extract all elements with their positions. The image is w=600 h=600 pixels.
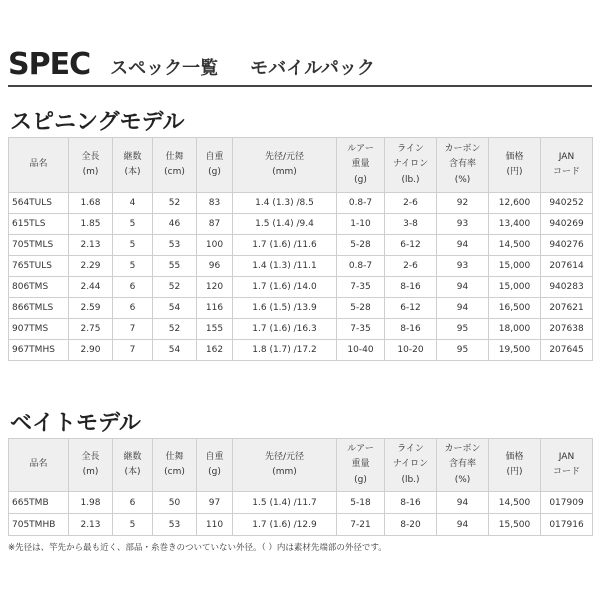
table-cell: 1.98 — [69, 492, 113, 514]
table-header-row — [9, 138, 593, 193]
column-header-line: (円) — [506, 167, 523, 177]
table-cell: 6 — [113, 492, 153, 514]
column-header-line: (mm) — [272, 167, 297, 177]
table-cell: 93 — [437, 256, 489, 277]
table-cell: 16,500 — [489, 298, 541, 319]
table-cell: 7-35 — [337, 277, 385, 298]
table-cell: 10-20 — [385, 340, 437, 361]
column-header-line: 先径/元径 — [264, 451, 305, 462]
column-header-line: (%) — [454, 474, 471, 485]
table-cell: 2.59 — [69, 298, 113, 319]
table-cell: 1.6 (1.5) /13.9 — [233, 298, 337, 319]
table-cell: 207614 — [541, 256, 593, 277]
model-name-cell: 615TLS — [9, 214, 69, 235]
bait-spec-table — [8, 438, 593, 536]
column-header — [489, 439, 541, 492]
column-header — [233, 439, 337, 492]
column-header-line: (g) — [208, 467, 221, 477]
column-header-line: 自重 — [205, 151, 224, 162]
column-header-line: (円) — [506, 467, 523, 477]
table-cell: 1.85 — [69, 214, 113, 235]
table-cell: 14,500 — [489, 235, 541, 256]
table-cell: 52 — [153, 277, 197, 298]
table-row — [9, 214, 593, 235]
table-cell: 50 — [153, 492, 197, 514]
table-cell: 93 — [437, 214, 489, 235]
column-header — [197, 138, 233, 193]
column-header — [541, 138, 593, 193]
page-header — [8, 40, 375, 80]
column-header-line: (cm) — [164, 167, 185, 177]
model-name-cell: 967TMHS — [9, 340, 69, 361]
table-cell: 96 — [197, 256, 233, 277]
table-cell: 2.13 — [69, 235, 113, 256]
table-row — [9, 256, 593, 277]
table-cell: 13,400 — [489, 214, 541, 235]
table-cell: 6-12 — [385, 298, 437, 319]
table-cell: 1.7 (1.6) /12.9 — [233, 514, 337, 536]
column-header-line: 品名 — [29, 459, 48, 470]
column-header-line: カーボン — [444, 144, 481, 155]
table-cell: 95 — [437, 319, 489, 340]
spec-title: SPEC — [8, 47, 91, 82]
table-cell: 55 — [153, 256, 197, 277]
table-cell: 207645 — [541, 340, 593, 361]
table-cell: 1.8 (1.7) /17.2 — [233, 340, 337, 361]
column-header — [541, 439, 593, 492]
column-header-line: (g) — [208, 167, 221, 177]
table-cell: 8-16 — [385, 277, 437, 298]
column-header-line: (m) — [82, 167, 99, 177]
table-cell: 940276 — [541, 235, 593, 256]
table-cell: 2.29 — [69, 256, 113, 277]
table-row — [9, 340, 593, 361]
table-row — [9, 514, 593, 536]
table-header-row — [9, 439, 593, 492]
column-header-line: ナイロン — [392, 459, 429, 470]
column-header — [437, 439, 489, 492]
table-cell: 19,500 — [489, 340, 541, 361]
table-cell: 8-20 — [385, 514, 437, 536]
table-cell: 2.13 — [69, 514, 113, 536]
column-header-line: カーボン — [444, 444, 481, 455]
table-cell: 18,000 — [489, 319, 541, 340]
table-row — [9, 193, 593, 214]
column-header-line: (g) — [354, 174, 367, 185]
table-cell: 7-21 — [337, 514, 385, 536]
table-cell: 94 — [437, 492, 489, 514]
column-header-line: 全長 — [81, 151, 100, 162]
model-name-cell: 806TMS — [9, 277, 69, 298]
table-cell: 7-35 — [337, 319, 385, 340]
table-row — [9, 319, 593, 340]
table-row — [9, 277, 593, 298]
table-cell: 15,000 — [489, 256, 541, 277]
table-cell: 6 — [113, 277, 153, 298]
column-header-line: 品名 — [29, 159, 48, 170]
series-name: モバイルパック — [250, 58, 375, 79]
column-header-line: 先径/元径 — [264, 151, 305, 162]
table-cell: 1.4 (1.3) /8.5 — [233, 193, 337, 214]
table-cell: 207621 — [541, 298, 593, 319]
column-header-line: 仕舞 — [165, 451, 184, 462]
table-cell: 97 — [197, 492, 233, 514]
table-cell: 15,500 — [489, 514, 541, 536]
bait-section-title: ベイトモデル — [10, 411, 141, 436]
table-cell: 017909 — [541, 492, 593, 514]
table-cell: 5-28 — [337, 235, 385, 256]
model-name-cell: 705TMHB — [9, 514, 69, 536]
spec-subtitle: スペック一覧 — [110, 58, 219, 79]
model-name-cell: 564TULS — [9, 193, 69, 214]
table-cell: 12,600 — [489, 193, 541, 214]
table-cell: 120 — [197, 277, 233, 298]
column-header — [489, 138, 541, 193]
column-header-line: 含有率 — [448, 159, 476, 170]
column-header — [385, 138, 437, 193]
column-header-line: (m) — [82, 467, 99, 477]
table-cell: 1.7 (1.6) /16.3 — [233, 319, 337, 340]
model-name-cell: 907TMS — [9, 319, 69, 340]
column-header — [69, 439, 113, 492]
table-cell: 83 — [197, 193, 233, 214]
column-header-line: JAN — [558, 451, 575, 462]
table-cell: 162 — [197, 340, 233, 361]
column-header-line: (%) — [454, 174, 471, 185]
table-cell: 1-10 — [337, 214, 385, 235]
table-cell: 1.7 (1.6) /14.0 — [233, 277, 337, 298]
table-cell: 5 — [113, 256, 153, 277]
table-cell: 0.8-7 — [337, 256, 385, 277]
column-header — [197, 439, 233, 492]
table-cell: 14,500 — [489, 492, 541, 514]
table-cell: 1.4 (1.3) /11.1 — [233, 256, 337, 277]
column-header — [153, 439, 197, 492]
table-cell: 940283 — [541, 277, 593, 298]
table-cell: 52 — [153, 193, 197, 214]
column-header-line: ライン — [397, 444, 424, 455]
table-cell: 5 — [113, 214, 153, 235]
column-header-line: (本) — [124, 467, 141, 477]
spinning-spec-table — [8, 137, 593, 361]
table-cell: 5 — [113, 514, 153, 536]
table-cell: 87 — [197, 214, 233, 235]
table-cell: 155 — [197, 319, 233, 340]
table-cell: 94 — [437, 277, 489, 298]
column-header — [337, 138, 385, 193]
table-cell: 53 — [153, 514, 197, 536]
table-row — [9, 298, 593, 319]
table-cell: 6 — [113, 298, 153, 319]
table-row — [9, 235, 593, 256]
column-header-line: ライン — [397, 144, 424, 155]
column-header-line: (mm) — [272, 467, 297, 477]
table-cell: 6-12 — [385, 235, 437, 256]
table-cell: 116 — [197, 298, 233, 319]
column-header-line: 継数 — [123, 151, 142, 162]
column-header-line: 重量 — [351, 159, 370, 170]
table-cell: 15,000 — [489, 277, 541, 298]
table-cell: 7 — [113, 319, 153, 340]
table-cell: 10-40 — [337, 340, 385, 361]
table-cell: 54 — [153, 340, 197, 361]
column-header — [337, 439, 385, 492]
column-header-line: ルアー — [347, 444, 374, 455]
model-name-cell: 866TMLS — [9, 298, 69, 319]
model-name-cell: 705TMLS — [9, 235, 69, 256]
column-header — [233, 138, 337, 193]
table-cell: 2.90 — [69, 340, 113, 361]
column-header — [437, 138, 489, 193]
spinning-section-title: スピニングモデル — [10, 110, 185, 135]
column-header — [113, 439, 153, 492]
column-header-line: (g) — [354, 474, 367, 485]
column-header-line: (lb.) — [401, 174, 420, 185]
column-header — [9, 439, 69, 492]
table-cell: 017916 — [541, 514, 593, 536]
table-cell: 8-16 — [385, 492, 437, 514]
table-cell: 940252 — [541, 193, 593, 214]
table-cell: 2-6 — [385, 193, 437, 214]
table-cell: 3-8 — [385, 214, 437, 235]
model-name-cell: 765TULS — [9, 256, 69, 277]
table-cell: 52 — [153, 319, 197, 340]
column-header — [69, 138, 113, 193]
table-cell: 94 — [437, 235, 489, 256]
column-header-line: 価格 — [505, 151, 524, 162]
column-header-line: (本) — [124, 167, 141, 177]
column-header — [113, 138, 153, 193]
column-header-line: 自重 — [205, 451, 224, 462]
table-row — [9, 492, 593, 514]
table-cell: 2.44 — [69, 277, 113, 298]
column-header — [9, 138, 69, 193]
column-header-line: (lb.) — [401, 474, 420, 485]
table-cell: 1.5 (1.4) /11.7 — [233, 492, 337, 514]
column-header — [153, 138, 197, 193]
column-header-line: 含有率 — [448, 459, 476, 470]
column-header — [385, 439, 437, 492]
table-cell: 5-18 — [337, 492, 385, 514]
table-cell: 92 — [437, 193, 489, 214]
table-cell: 53 — [153, 235, 197, 256]
table-cell: 2-6 — [385, 256, 437, 277]
table-cell: 0.8-7 — [337, 193, 385, 214]
table-cell: 207638 — [541, 319, 593, 340]
table-cell: 1.68 — [69, 193, 113, 214]
table-cell: 2.75 — [69, 319, 113, 340]
footnote: ※先径は、竿先から最も近く、部品・糸巻きのついていない外径。（ ）内は素材先端部の外径です。 — [8, 543, 387, 553]
table-cell: 100 — [197, 235, 233, 256]
column-header-line: ナイロン — [392, 159, 429, 170]
column-header-line: コード — [552, 467, 580, 477]
column-header-line: 価格 — [505, 451, 524, 462]
table-cell: 940269 — [541, 214, 593, 235]
column-header-line: 全長 — [81, 451, 100, 462]
table-cell: 94 — [437, 298, 489, 319]
table-cell: 1.7 (1.6) /11.6 — [233, 235, 337, 256]
table-cell: 7 — [113, 340, 153, 361]
table-cell: 5-28 — [337, 298, 385, 319]
column-header-line: 継数 — [123, 451, 142, 462]
column-header-line: 重量 — [351, 459, 370, 470]
model-name-cell: 665TMB — [9, 492, 69, 514]
table-cell: 5 — [113, 235, 153, 256]
column-header-line: コード — [552, 167, 580, 177]
column-header-line: JAN — [558, 151, 575, 162]
table-cell: 54 — [153, 298, 197, 319]
table-cell: 1.5 (1.4) /9.4 — [233, 214, 337, 235]
table-cell: 95 — [437, 340, 489, 361]
column-header-line: ルアー — [347, 144, 374, 155]
header-rule — [8, 85, 592, 87]
table-cell: 8-16 — [385, 319, 437, 340]
table-cell: 4 — [113, 193, 153, 214]
table-cell: 110 — [197, 514, 233, 536]
table-cell: 46 — [153, 214, 197, 235]
column-header-line: (cm) — [164, 467, 185, 477]
column-header-line: 仕舞 — [165, 151, 184, 162]
table-cell: 94 — [437, 514, 489, 536]
